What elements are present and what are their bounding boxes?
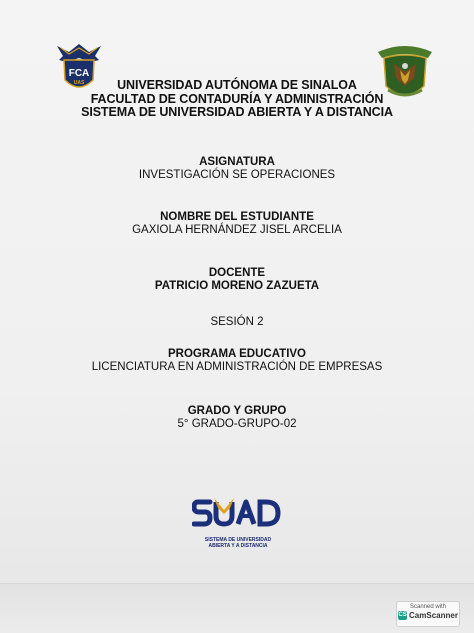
camscanner-icon: CS <box>398 612 407 618</box>
asignatura-label: ASIGNATURA <box>199 156 275 168</box>
teacher-label: DOCENTE <box>208 267 266 279</box>
program-label: PROGRAMA EDUCATIVO <box>168 348 306 360</box>
camscanner-top-text: Scanned with <box>409 604 447 610</box>
suad-wordmark-icon <box>192 496 284 536</box>
teacher-block <box>40 267 434 293</box>
program-block <box>40 348 434 374</box>
camscanner-brand: CamScanner <box>409 611 458 620</box>
teacher-value: PATRICIO MORENO ZAZUETA <box>154 280 320 292</box>
suad-caption <box>190 537 286 549</box>
camscanner-badge <box>396 601 460 627</box>
camscanner-brand-row <box>397 611 459 620</box>
fca-logo-text: FCA <box>68 68 90 79</box>
asignatura-value: INVESTIGACIÓN SE OPERACIONES <box>138 169 336 181</box>
grade-label: GRADO Y GRUPO <box>187 405 287 417</box>
university-name: UNIVERSIDAD AUTÓNOMA DE SINALOA <box>117 78 357 92</box>
institution-header <box>60 79 414 120</box>
faculty-name: FACULTAD DE CONTADURÍA Y ADMINISTRACIÓN <box>90 91 384 106</box>
student-block <box>40 211 434 237</box>
student-label: NOMBRE DEL ESTUDIANTE <box>160 211 314 223</box>
student-value: GAXIOLA HERNÁNDEZ JISEL ARCELIA <box>132 224 342 236</box>
session-value: SESIÓN 2 <box>210 316 264 328</box>
grade-block <box>40 405 434 431</box>
suad-caption-line1: SISTEMA DE UNIVERSIDAD <box>204 537 272 543</box>
session-block <box>40 316 434 329</box>
program-value: LICENCIATURA EN ADMINISTRACIÓN DE EMPRESAS <box>91 361 383 373</box>
fca-logo-sub: UAS <box>73 80 85 86</box>
grade-value: 5° GRADO-GRUPO-02 <box>177 418 297 430</box>
system-name: SISTEMA DE UNIVERSIDAD ABIERTA Y A DISTANCIA <box>81 105 393 119</box>
suad-caption-line2: ABIERTA Y A DISTANCIA <box>208 543 268 549</box>
asignatura-block <box>40 156 434 182</box>
